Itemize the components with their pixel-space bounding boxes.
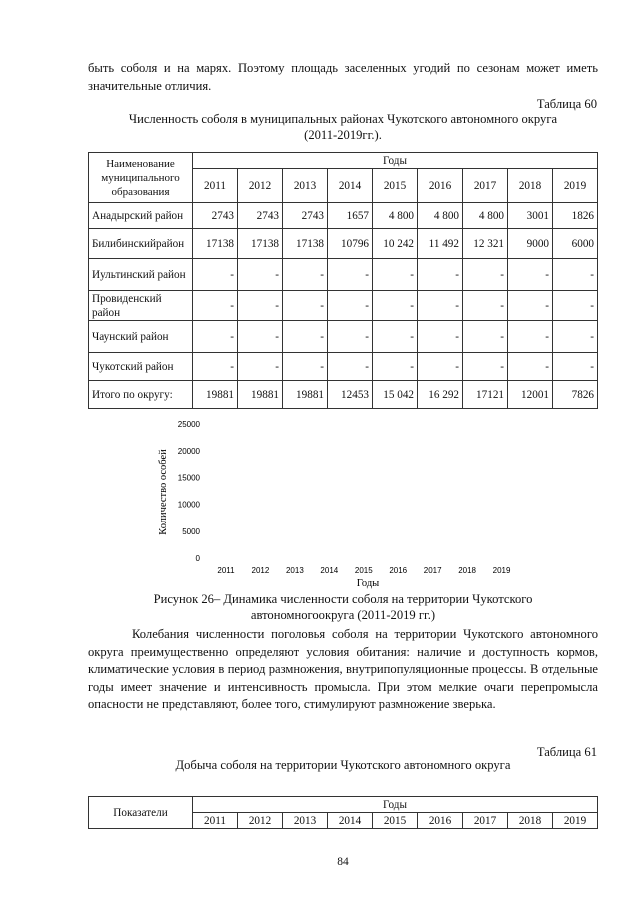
table61-year-header: 2011 xyxy=(193,813,238,829)
chart-x-tick-label: 2015 xyxy=(354,566,373,575)
row-value: 17121 xyxy=(463,381,508,409)
chart-x-tick-label: 2012 xyxy=(251,566,270,575)
figure-caption xyxy=(88,591,598,623)
table61-year-header: 2015 xyxy=(373,813,418,829)
row-value: - xyxy=(193,291,238,321)
row-value: - xyxy=(463,353,508,381)
row-value: 11 492 xyxy=(418,229,463,259)
table61-year-header: 2016 xyxy=(418,813,463,829)
row-value: 2743 xyxy=(283,203,328,229)
row-value: 4 800 xyxy=(418,203,463,229)
population-chart xyxy=(148,410,548,590)
chart-y-tick-label: 20000 xyxy=(177,446,200,456)
row-value: - xyxy=(193,259,238,291)
row-value: - xyxy=(373,291,418,321)
table60-year-header: 2013 xyxy=(283,169,328,203)
row-value: 6000 xyxy=(553,229,598,259)
row-value: - xyxy=(328,321,373,353)
table60-title-line1: Численность соболя в муниципальных районах Чукотского автономного округа xyxy=(128,112,558,126)
table-row xyxy=(89,291,598,321)
row-value: 4 800 xyxy=(463,203,508,229)
row-value: - xyxy=(463,259,508,291)
row-value: - xyxy=(553,259,598,291)
row-value: - xyxy=(553,321,598,353)
row-value: 17138 xyxy=(283,229,328,259)
row-name: Билибинскийрайон xyxy=(89,229,193,259)
row-value: 10 242 xyxy=(373,229,418,259)
row-value: 2743 xyxy=(238,203,283,229)
row-value: 17138 xyxy=(238,229,283,259)
row-value: - xyxy=(508,321,553,353)
chart-y-tick-label: 5000 xyxy=(182,527,200,537)
table60-header-name: Наименование муниципального образования xyxy=(89,153,193,203)
table60-year-header: 2017 xyxy=(463,169,508,203)
row-value: - xyxy=(553,353,598,381)
row-value: - xyxy=(418,321,463,353)
row-value: - xyxy=(373,259,418,291)
row-value: 3001 xyxy=(508,203,553,229)
row-value: 9000 xyxy=(508,229,553,259)
row-value: 17138 xyxy=(193,229,238,259)
row-value: - xyxy=(238,259,283,291)
table60-year-header: 2012 xyxy=(238,169,283,203)
row-value: 16 292 xyxy=(418,381,463,409)
row-value: 19881 xyxy=(238,381,283,409)
table61-year-header: 2012 xyxy=(238,813,283,829)
row-value: 12 321 xyxy=(463,229,508,259)
row-value: - xyxy=(238,291,283,321)
table60-year-header: 2016 xyxy=(418,169,463,203)
table61-year-header: 2019 xyxy=(553,813,598,829)
table-row xyxy=(89,203,598,229)
chart-x-tick-label: 2019 xyxy=(492,566,511,575)
row-value: - xyxy=(508,259,553,291)
figure-caption-line2: автономногоокруга (2011-2019 гг.) xyxy=(250,608,436,622)
row-name: Иультинский район xyxy=(89,259,193,291)
row-value: - xyxy=(193,353,238,381)
table61-header-name: Показатели xyxy=(89,797,193,829)
table61-title: Добыча соболя на территории Чукотского автономного округа xyxy=(175,758,511,772)
row-name: Чаунский район xyxy=(89,321,193,353)
chart-x-tick-label: 2014 xyxy=(320,566,339,575)
figure-caption-line1: Рисунок 26– Динамика численности соболя на территории Чукотского xyxy=(153,592,533,606)
row-value: 1826 xyxy=(553,203,598,229)
row-name: Провиденский район xyxy=(89,291,193,321)
row-value: - xyxy=(283,291,328,321)
table61-header-years: Годы xyxy=(193,797,598,813)
row-value: - xyxy=(238,321,283,353)
chart-y-axis-label: Количество особей xyxy=(158,449,169,535)
row-value: - xyxy=(418,291,463,321)
row-value: - xyxy=(283,259,328,291)
row-value: - xyxy=(328,259,373,291)
row-value: 2743 xyxy=(193,203,238,229)
row-value: - xyxy=(418,259,463,291)
table60-year-header: 2018 xyxy=(508,169,553,203)
table60-header-years: Годы xyxy=(193,153,598,169)
row-value: - xyxy=(508,291,553,321)
page-number: 84 xyxy=(337,856,349,868)
table61-year-header: 2018 xyxy=(508,813,553,829)
chart-y-tick-label: 15000 xyxy=(177,473,200,483)
row-name: Итого по округу: xyxy=(89,381,193,409)
row-value: - xyxy=(373,321,418,353)
table61 xyxy=(88,796,598,829)
row-value: 4 800 xyxy=(373,203,418,229)
row-name: Анадырский район xyxy=(89,203,193,229)
row-value: - xyxy=(328,291,373,321)
chart-x-tick-label: 2011 xyxy=(217,566,235,575)
chart-y-tick-label: 0 xyxy=(195,554,200,563)
table60-title xyxy=(88,111,598,143)
row-value: 7826 xyxy=(553,381,598,409)
table-row xyxy=(89,353,598,381)
table61-year-header: 2014 xyxy=(328,813,373,829)
table60-number: Таблица 60 xyxy=(536,97,597,111)
table61-year-header: 2017 xyxy=(463,813,508,829)
table60-year-header: 2014 xyxy=(328,169,373,203)
chart-x-axis-label: Годы xyxy=(356,578,380,589)
table60-year-header: 2019 xyxy=(553,169,598,203)
table61-year-header: 2013 xyxy=(283,813,328,829)
row-value: 10796 xyxy=(328,229,373,259)
table-row xyxy=(89,229,598,259)
row-value: - xyxy=(418,353,463,381)
table60 xyxy=(88,152,598,409)
row-value: - xyxy=(463,321,508,353)
table60-year-header: 2011 xyxy=(193,169,238,203)
row-value: - xyxy=(283,353,328,381)
chart-x-tick-label: 2013 xyxy=(285,566,304,575)
row-value: 19881 xyxy=(193,381,238,409)
table60-year-header: 2015 xyxy=(373,169,418,203)
row-value: 19881 xyxy=(283,381,328,409)
row-value: - xyxy=(463,291,508,321)
chart-y-tick-label: 10000 xyxy=(177,500,200,510)
intro-paragraph: быть соболя и на марях. Поэтому площадь заселенных угодий по сезонам может иметь значительные отличия. xyxy=(88,61,598,93)
table-row xyxy=(89,259,598,291)
body-paragraph: Колебания численности поголовья соболя на территории Чукотского автономного округа преимущественно определяют условия обитания: наличие и доступность кормов, климатические условия в период размножения, внутрипопуляционные процессы. В отдельные годы имеет значение и интенсивность промысла. При этом мелкие очаги перепромысла опасности не представляют, более того, стимулируют размножение зверька. xyxy=(88,627,598,711)
row-value: - xyxy=(238,353,283,381)
chart-y-tick-label: 25000 xyxy=(177,420,200,429)
chart-x-tick-label: 2018 xyxy=(458,566,477,575)
row-value: 12001 xyxy=(508,381,553,409)
row-value: 1657 xyxy=(328,203,373,229)
table61-number: Таблица 61 xyxy=(536,745,597,759)
chart-x-tick-label: 2016 xyxy=(389,566,408,575)
row-value: - xyxy=(193,321,238,353)
row-value: - xyxy=(283,321,328,353)
row-value: - xyxy=(328,353,373,381)
chart-x-tick-label: 2017 xyxy=(423,566,442,575)
row-name: Чукотский район xyxy=(89,353,193,381)
table60-title-line2: (2011-2019гг.). xyxy=(304,128,382,142)
table-row xyxy=(89,321,598,353)
row-value: 12453 xyxy=(328,381,373,409)
table-row xyxy=(89,381,598,409)
row-value: - xyxy=(373,353,418,381)
row-value: - xyxy=(508,353,553,381)
row-value: 15 042 xyxy=(373,381,418,409)
row-value: - xyxy=(553,291,598,321)
